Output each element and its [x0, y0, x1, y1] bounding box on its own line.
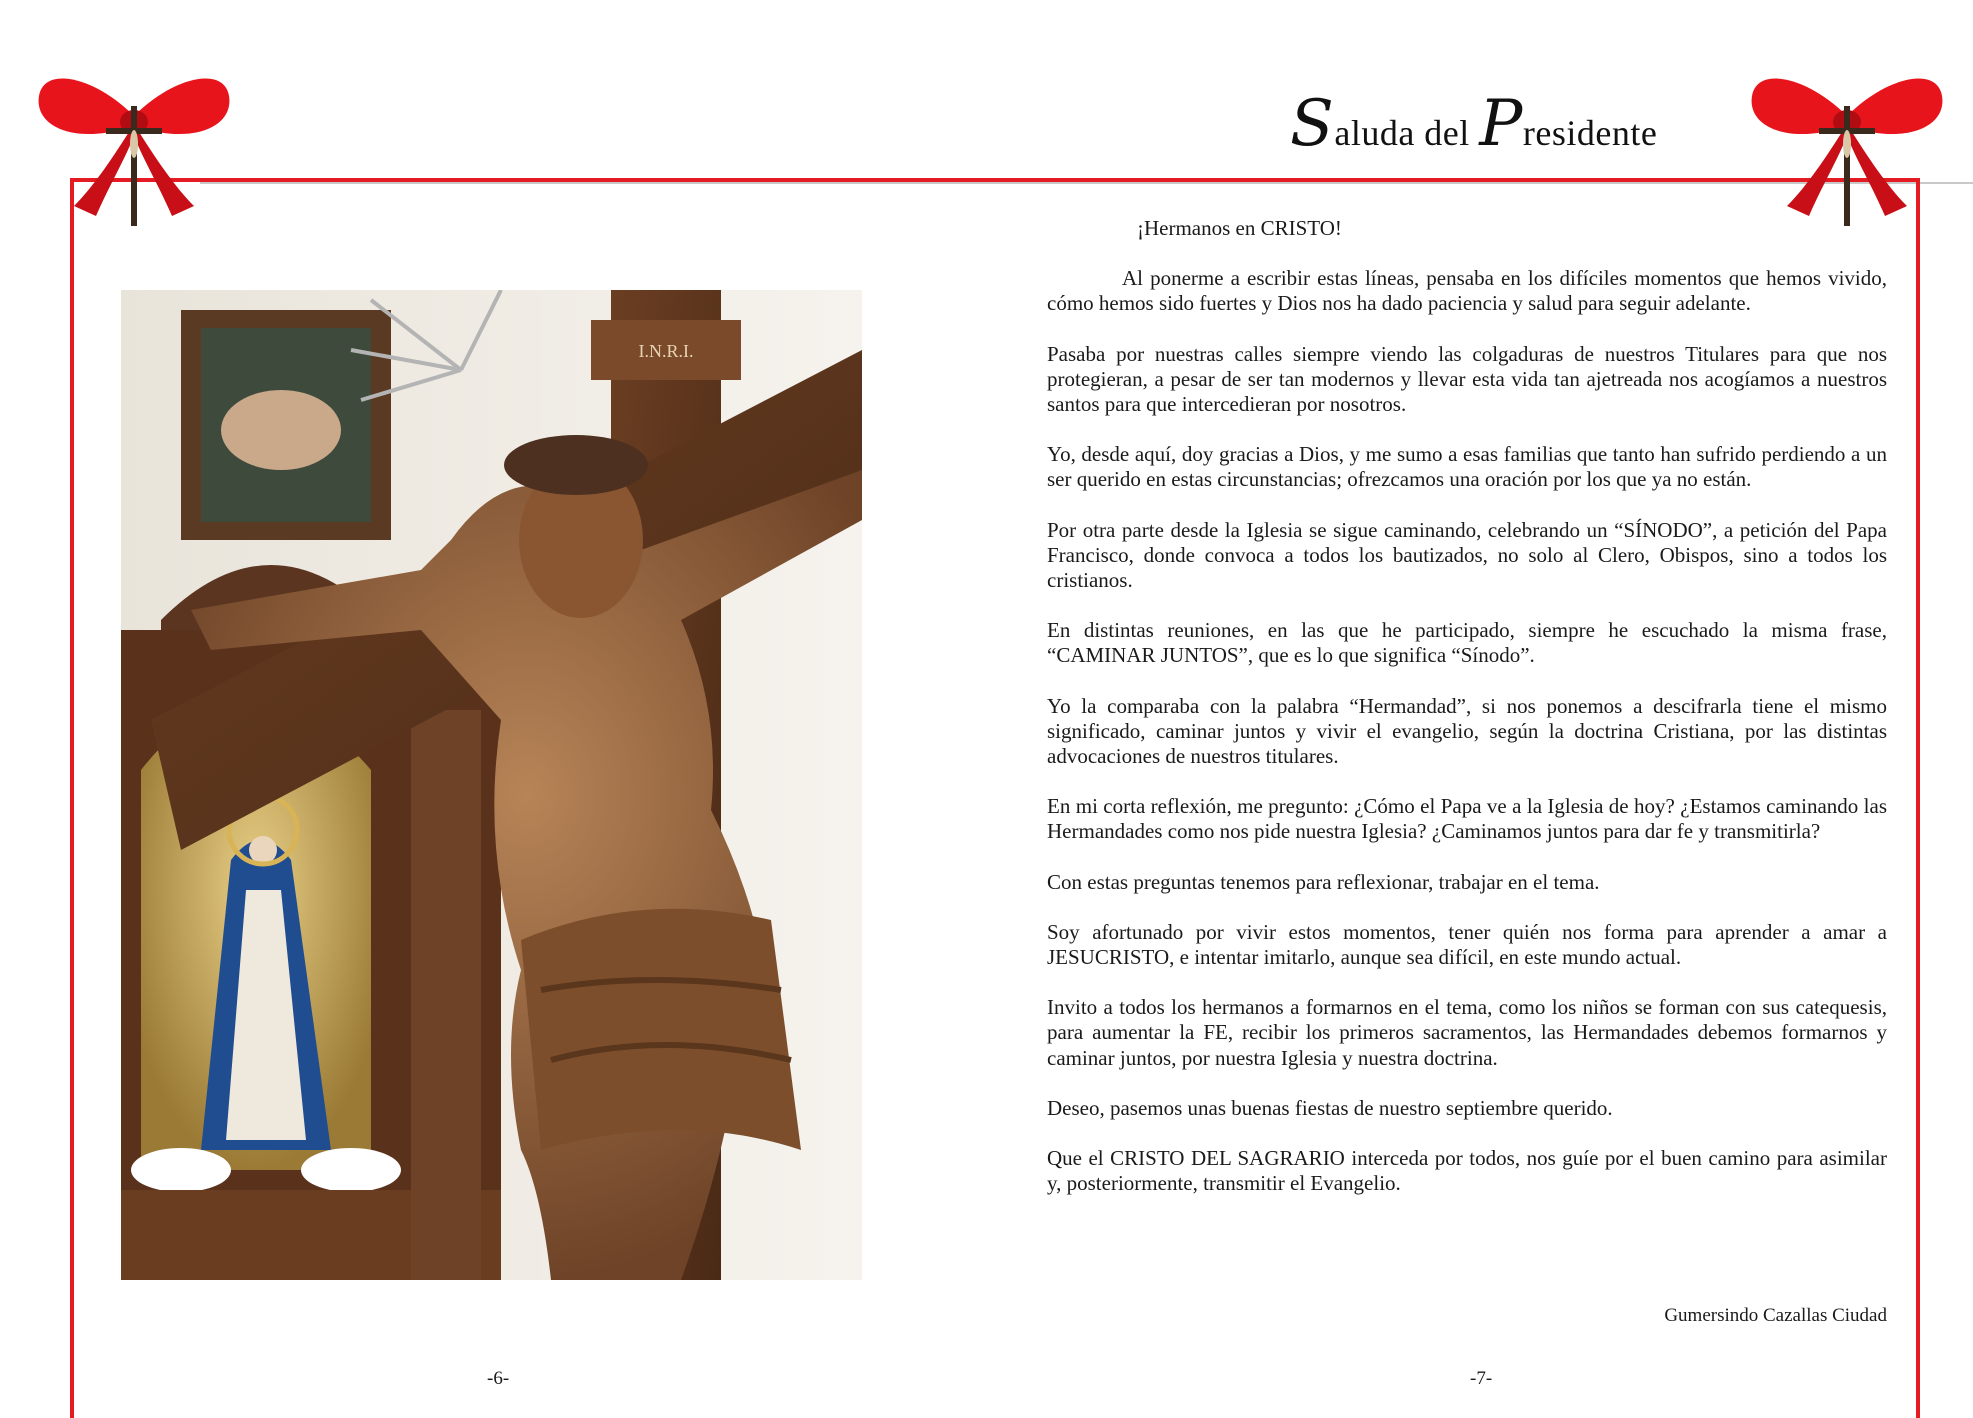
frame-right-border: [1916, 178, 1920, 1418]
page-number-right: -7-: [1470, 1368, 1493, 1389]
page-title: [1290, 87, 1710, 172]
frame-left-border: [70, 178, 74, 1418]
letter-body: [1047, 216, 1887, 1221]
letter-paragraph: Deseo, pasemos unas buenas fiestas de nuestro septiembre querido.: [1047, 1095, 1613, 1120]
red-bow-crucifix-icon: [1747, 66, 1947, 236]
frame-shadow-line: [200, 182, 1973, 184]
letter-paragraph: En mi corta reflexión, me pregunto: ¿Cómo el Papa ve a la Iglesia de hoy? ¿Estamos caminando las Hermandades como nos pide nuestra Iglesia? ¿Caminamos juntos para dar fe y transmitirla?: [1047, 794, 1887, 844]
letter-paragraph: Con estas preguntas tenemos para reflexionar, trabajar en el tema.: [1047, 869, 1600, 894]
crucifix-photo: [121, 290, 862, 1280]
letter-paragraph: Invito a todos los hermanos a formarnos en el tema, como los niños se forman con sus catequesis, para aumentar la FE, recibir los primeros sacramentos, las Hermandades debemos formarnos y caminar juntos, por nuestra Iglesia y nuestra doctrina.: [1047, 995, 1887, 1070]
letter-paragraph: Al ponerme a escribir estas líneas, pensaba en los difíciles momentos que hemos vivido, cómo hemos sido fuertes y Dios nos ha dado paciencia y salud para seguir adelante.: [1047, 266, 1887, 316]
letter-greeting: ¡Hermanos en CRISTO!: [1137, 216, 1342, 240]
letter-paragraph: Que el CRISTO DEL SAGRARIO interceda por todos, nos guíe por el buen camino para asimilar y, posteriormente, transmitir el Evangelio.: [1047, 1146, 1887, 1196]
title-initial-p: P: [1479, 87, 1523, 161]
title-part-1: aluda del: [1334, 113, 1480, 153]
inri-plaque-text: I.N.R.I.: [638, 341, 694, 361]
letter-paragraph: Soy afortunado por vivir estos momentos, tener quién nos forma para aprender a amar a JESUCRISTO, e intentar imitarlo, aunque sea difícil, en este mundo actual.: [1047, 919, 1887, 970]
page-number-left: -6-: [487, 1368, 510, 1389]
red-bow-crucifix-icon: [34, 66, 234, 236]
letter-signature: Gumersindo Cazallas Ciudad: [1664, 1305, 1887, 1326]
letter-paragraph: Pasaba por nuestras calles siempre viendo las colgaduras de nuestros Titulares para que nos protegieran, a pesar de ser tan modernos y llevar esta vida tan ajetreada nos acogíamos a nuestros santos para que intercedieran por nosotros.: [1047, 341, 1887, 417]
letter-paragraph: Yo la comparaba con la palabra “Hermandad”, si nos ponemos a descifrarla tiene el mismo significado, caminar juntos y vivir el evangelio, según la doctrina Cristiana, por las distintas advocaciones de nuestros titulares.: [1047, 693, 1887, 769]
letter-paragraph: Por otra parte desde la Iglesia se sigue caminando, celebrando un “SÍNODO”, a petición del Papa Francisco, donde convoca a todos los bautizados, no solo al Clero, Obispos, sino a todos los cristianos.: [1047, 517, 1887, 593]
letter-paragraph: En distintas reuniones, en las que he participado, siempre he escuchado la misma frase, “CAMINAR JUNTOS”, que es lo que significa “Sínodo”.: [1047, 618, 1887, 668]
letter-paragraph: Yo, desde aquí, doy gracias a Dios, y me sumo a esas familias que tanto han sufrido perdiendo a un ser querido en estas circunstancias; ofrezcamos una oración por los que ya no están.: [1047, 442, 1887, 492]
title-part-2: residente: [1522, 113, 1658, 153]
title-initial-s: S: [1290, 87, 1335, 161]
